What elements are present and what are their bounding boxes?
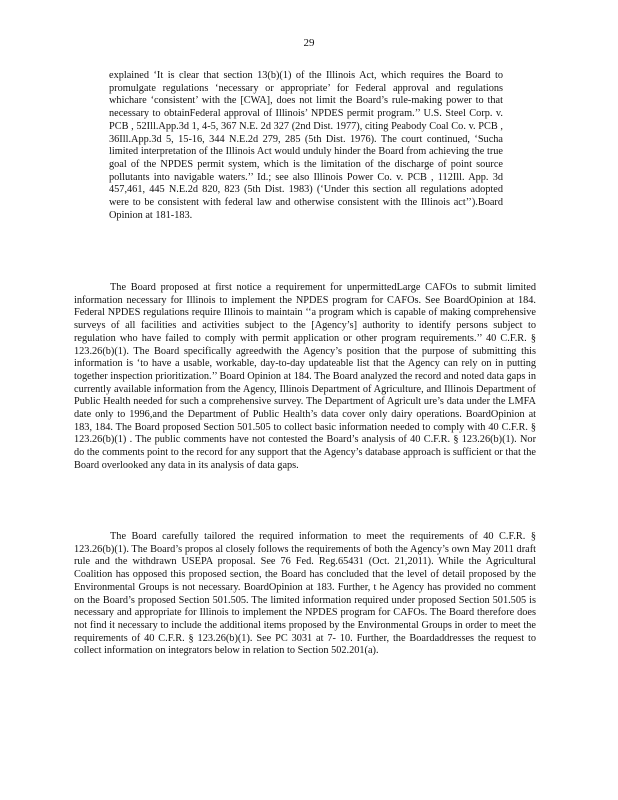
paragraph-tailored-information (74, 531, 536, 658)
paragraph-2-text: The Board carefully tailored the required information to meet the requirements of 40 C.F.R. § 123.26(b)(1). The Board’s propos al closely follows the requirements of both the Agency’s own May 2011 draft rule and the withdrawn USEPA proposal. See 76 Fed. Reg.65431 (Oct. 21,2011). While the Agricultural Coalition has opposed this proposed section, the Board has concluded that the level of detail proposed by the Environmental Groups is not necessary. BoardOpinion at 183. Further, t he Agency has provided no comment on the Board’s proposed Section 501.505. The limited information required under proposed Section 501.505 is necessary and appropriate for Illinois to implement the NPDES program for CAFOs. The Board therefore does not find it necessary to include the additional items proposed by the Environmental Groups in order to meet the requirements of 40 C.F.R. § 123.26(b)(1). See PC 3031 at 7- 10. Further, the Boardaddresses the request to collect information on integrators below in relation to Section 502.201(a). (74, 531, 536, 657)
paragraph-unpermitted-cafos (74, 282, 536, 473)
paragraph-1-text: The Board proposed at first notice a requirement for unpermittedLarge CAFOs to submit limited information necessary for Illinois to implement the NPDES program for CAFOs. See BoardOpinion at 184. Federal NPDES regulations require Illinois to maintain ‘‘a program which is capable of making comprehensive surveys of all facilities and activities subject to the [Agency’s] authority to identify persons subject to regulation who have failed to comply with permit application or other program requirements.’’ 40 C.F.R. § 123.26(b)(1). The Board specifically agreedwith the Agency’s position that the purpose of submitting this information is ‘to have a usable, workable, day-to-day updateable list that the Agency can rely on in putting together inspection prioritization.’’ Board Opinion at 184. The Board analyzed the record and noted data gaps in currently available information from the Agency, Illinois Department of Agriculture, and Illinois Department of Public Health needed for such a comprehensive survey. The Department of Agricult ure’s data under the LMFA date only to 1996,and the Department of Public Health’s data cover only dairy operations. BoardOpinion at 183, 184. The Board proposed Section 501.505 to collect basic information needed to comply with 40 C.F.R. § 123.26(b)(1) . The public comments have not contested the Board’s analysis of 40 C.F.R. § 123.26(b)(1). Nor do the comments point to the record for any support that the Agency’s database approach is sufficient or that the Board overlooked any data in its analysis of data gaps. (74, 282, 536, 471)
page-number: 29 (303, 37, 315, 49)
block-quote (109, 70, 503, 222)
block-quote-text: explained ‘It is clear that section 13(b)(1) of the Illinois Act, which requires the Board to promulgate regulations ‘necessary or appropriate’ for Federal approval and regulations whichare ‘consistent’ with the [CWA], does not limit the Board’s rule-making power to that necessary to obtainFederal approval of Illinois’ NPDES permit program.’’ U.S. Steel Corp. v. PCB , 52Ill.App.3d 1, 4-5, 367 N.E. 2d 327 (2nd Dist. 1977), citing Peabody Coal Co. v. PCB , 36Ill.App.3d 5, 15-16, 344 N.E.2d 279, 285 (5th Dist. 1976). The court continued, ‘Sucha limited interpretation of the Illinois Act would unduly hinder the Board from achieving the true goal of the NPDES permit system, which is the limitation of the discharge of point source pollutants into navigable waters.’’ Id.; see also Illinois Power Co. v. PCB , 112Ill. App. 3d 457,461, 445 N.E.2d 820, 823 (5th Dist. 1983) (‘Under this section all regulations adopted were to be consistent with federal law and otherwise consistent with the Illinois act’’).Board Opinion at 181-183. (109, 70, 503, 221)
